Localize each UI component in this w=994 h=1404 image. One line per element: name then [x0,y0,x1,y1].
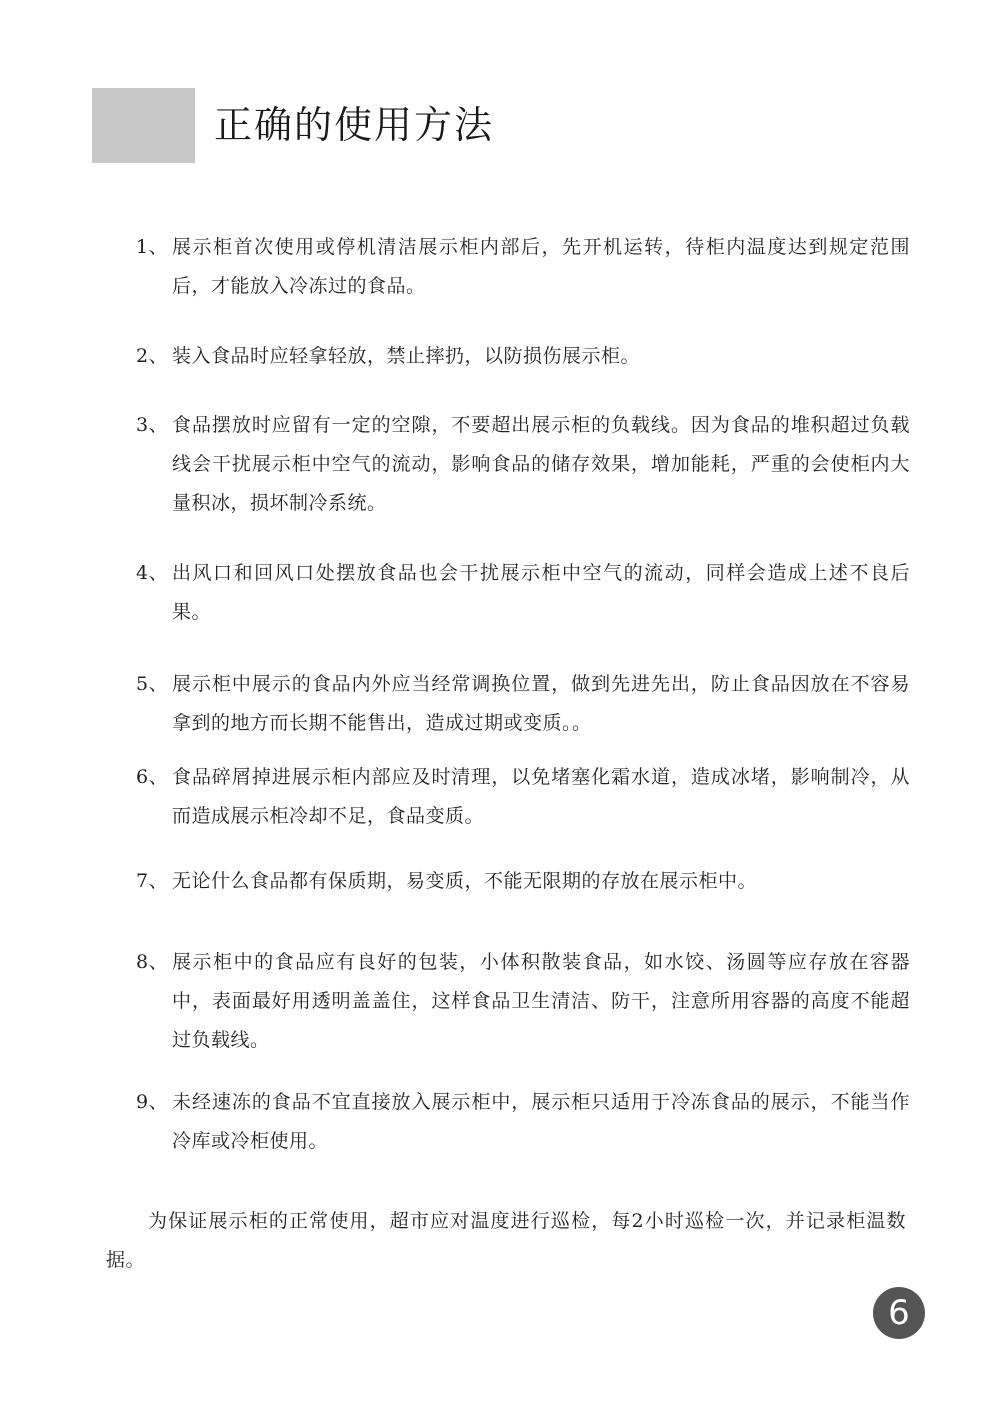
item-text: 装入食品时应轻拿轻放，禁止摔扔，以防损伤展示柜。 [172,345,641,367]
list-item-7 [136,862,910,901]
item-number: 2、 [136,345,169,367]
item-text: 无论什么食品都有保质期，易变质，不能无限期的存放在展示柜中。 [172,870,758,892]
item-text: 未经速冻的食品不宜直接放入展示柜中，展示柜只适用于冷冻食品的展示，不能当作冷库或冷柜使用。 [172,1091,910,1152]
item-number: 4、 [136,562,169,584]
list-item-6 [136,758,910,836]
closing-paragraph: 为保证展示柜的正常使用，超市应对温度进行巡检，每2小时巡检一次，并记录柜温数据。 [106,1210,906,1271]
list-item-9 [136,1083,910,1161]
item-number: 1、 [136,236,169,258]
list-item-1 [136,228,910,306]
item-text: 出风口和回风口处摆放食品也会干扰展示柜中空气的流动，同样会造成上述不良后果。 [172,562,910,623]
page-number-badge: 6 [873,1287,925,1339]
list-item-8 [136,943,910,1060]
item-number: 7、 [136,870,169,892]
list-item-5 [136,665,910,743]
item-text: 食品摆放时应留有一定的空隙，不要超出展示柜的负载线。因为食品的堆积超过负载线会干扰展示柜中空气的流动，影响食品的储存效果，增加能耗，严重的会使柜内大量积冰，损坏制冷系统。 [172,414,910,514]
list-item-3 [136,406,910,523]
item-text: 展示柜中的食品应有良好的包装，小体积散装食品，如水饺、汤圆等应存放在容器中，表面最好用透明盖盖住，这样食品卫生清洁、防干，注意所用容器的高度不能超过负载线。 [172,951,910,1051]
item-text: 展示柜中展示的食品内外应当经常调换位置，做到先进先出，防止食品因放在不容易拿到的地方而长期不能售出，造成过期或变质。。 [172,673,910,734]
list-item-4 [136,554,910,632]
item-number: 5、 [136,673,169,695]
page-title: 正确的使用方法 [214,103,495,147]
item-number: 3、 [136,414,169,436]
header-gray-block [92,88,195,163]
item-number: 9、 [136,1091,169,1113]
item-number: 8、 [136,951,169,973]
list-item-2 [136,337,910,376]
item-text: 展示柜首次使用或停机清洁展示柜内部后，先开机运转，待柜内温度达到规定范围后，才能放入冷冻过的食品。 [172,236,910,297]
item-text: 食品碎屑掉进展示柜内部应及时清理，以免堵塞化霜水道，造成冰堵，影响制冷，从而造成展示柜冷却不足，食品变质。 [172,766,910,827]
item-number: 6、 [136,766,169,788]
